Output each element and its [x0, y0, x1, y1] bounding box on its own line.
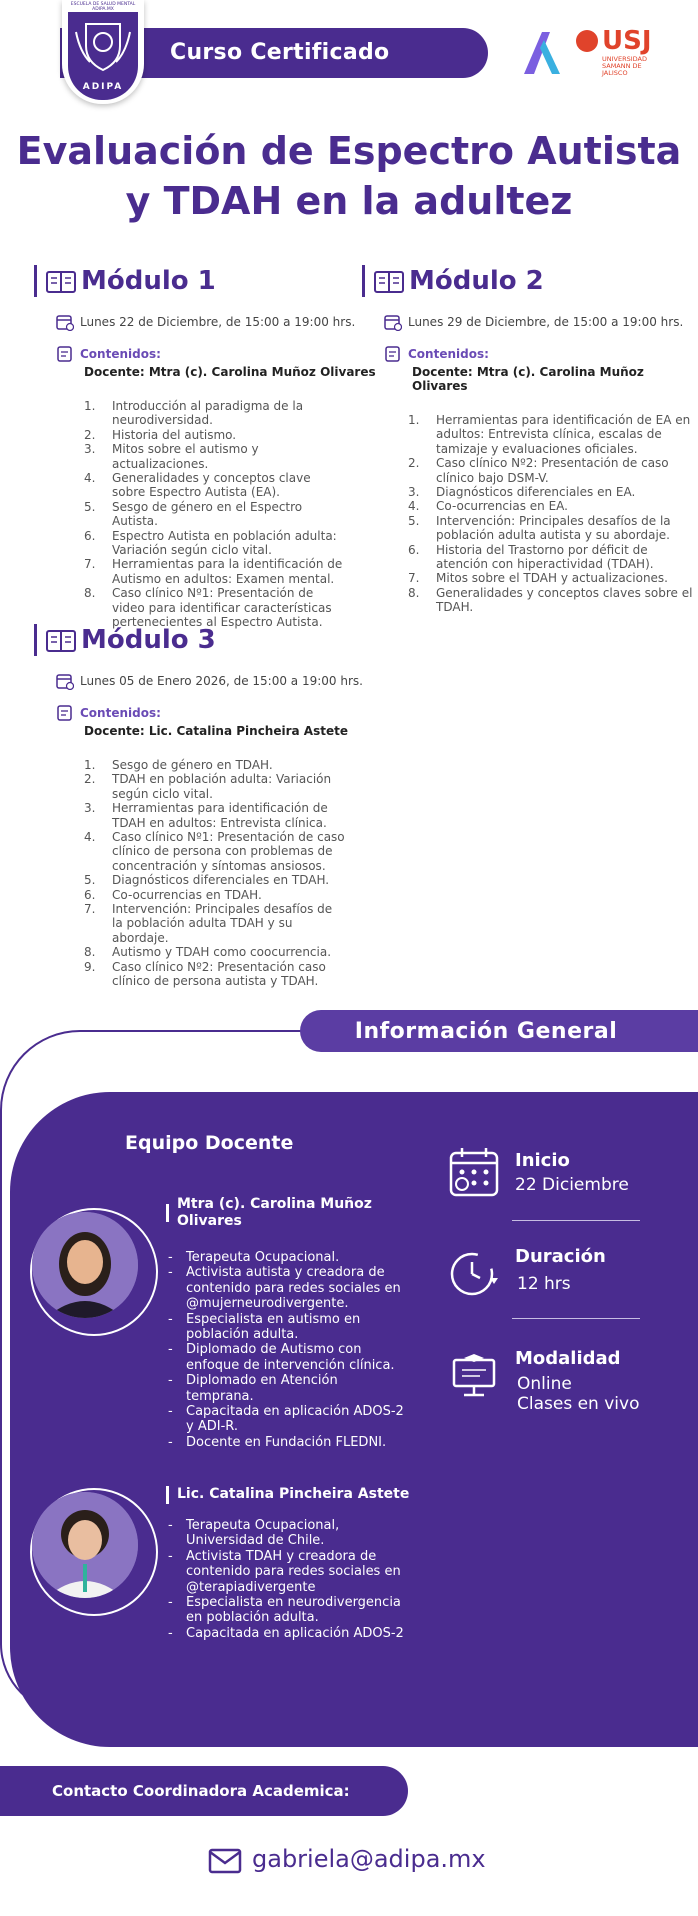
topic-text: Mitos sobre el TDAH y actualizaciones.: [436, 571, 668, 586]
contents-label: Contenidos:: [80, 706, 161, 720]
topic-text: Diagnósticos diferenciales en TDAH.: [112, 873, 330, 888]
topic-item: [84, 758, 346, 772]
credential-item: [168, 1435, 408, 1450]
topic-number: 4.: [84, 830, 96, 845]
topic-text: Caso clínico Nº1: Presentación de caso clínico de persona con problemas de concentración y síntomas ansiosos.: [112, 830, 345, 873]
topic-item: [84, 557, 346, 586]
credential-text: Diplomado en Atención temprana.: [186, 1373, 338, 1404]
credential-item: [168, 1626, 408, 1641]
topic-number: 7.: [84, 902, 96, 917]
bullet-dash: -: [168, 1373, 173, 1389]
teacher-1: [166, 1196, 397, 1230]
topic-text: Caso clínico Nº2: Presentación de caso clínico bajo DSM-V.: [436, 456, 669, 485]
topic-item: [84, 873, 346, 887]
topic-number: 3.: [84, 442, 96, 457]
topic-text: Intervención: Principales desafíos de la población adulta TDAH y su abordaje.: [112, 902, 333, 945]
module-accent-bar: [362, 265, 365, 297]
bullet-dash: -: [168, 1342, 173, 1358]
topic-text: Caso clínico Nº2: Presentación caso clínico de persona autista y TDAH.: [112, 959, 326, 989]
topic-text: Autismo y TDAH como coocurrencia.: [112, 945, 332, 960]
divider: [512, 1318, 640, 1319]
credential-item: [168, 1342, 408, 1373]
bullet-dash: -: [168, 1518, 173, 1533]
topic-item: [84, 529, 346, 558]
mail-icon: [208, 1848, 242, 1874]
book-icon: [45, 625, 77, 655]
credential-item: [168, 1373, 408, 1404]
topic-number: 7.: [84, 557, 96, 572]
credential-item: [168, 1518, 408, 1549]
module-3: [34, 624, 363, 989]
inicio-label: Inicio: [515, 1150, 570, 1171]
topic-number: 6.: [408, 542, 420, 557]
bullet-dash: -: [168, 1311, 173, 1327]
topic-number: 2.: [84, 427, 96, 442]
contents-label: Contenidos:: [408, 347, 489, 361]
credential-text: Especialista en neurodivergencia en población adulta.: [186, 1595, 401, 1626]
book-icon: [373, 266, 405, 296]
avatar: [32, 1492, 138, 1598]
topic-text: Generalidades y conceptos clave sobre Espectro Autista (EA).: [112, 471, 311, 500]
bullet-dash: -: [168, 1595, 173, 1611]
topic-number: 3.: [84, 801, 96, 816]
topic-text: Historia del autismo.: [112, 427, 237, 442]
teacher-accent-bar: [166, 1204, 169, 1222]
module-accent-bar: [34, 265, 37, 297]
bullet-dash: -: [168, 1548, 173, 1564]
module-title: Módulo 1: [81, 266, 216, 296]
topic-text: TDAH en población adulta: Variación según ciclo vital.: [112, 772, 332, 801]
topic-item: [84, 428, 346, 442]
topic-text: Herramientas para la identificación de Autismo en adultos: Examen mental.: [112, 557, 343, 586]
teacher-accent-bar: [166, 1486, 169, 1504]
module-docente: Docente: Mtra (c). Carolina Muñoz Olivares: [84, 365, 376, 379]
credential-text: Activista autista y creadora de contenido para redes sociales en @mujerneurodivergente.: [186, 1265, 401, 1312]
credential-text: Activista TDAH y creadora de contenido para redes sociales en @terapiadivergente: [186, 1548, 401, 1595]
topic-text: Co-ocurrencias en TDAH.: [112, 887, 262, 902]
calendar-icon: [56, 672, 74, 690]
credential-item: [168, 1312, 408, 1343]
topic-item: [84, 945, 346, 959]
credential-item: [168, 1404, 408, 1435]
module-1: [34, 265, 376, 630]
topic-number: 4.: [408, 499, 420, 514]
topic-text: Caso clínico Nº1: Presentación de video para identificar características pertenecientes al Espectro Autista.: [112, 586, 332, 630]
topic-item: [84, 772, 346, 801]
module-docente: Docente: Lic. Catalina Pincheira Astete: [84, 724, 348, 738]
topic-text: Generalidades y conceptos claves sobre el TDAH.: [436, 585, 693, 615]
topic-item: [408, 456, 694, 485]
contact-label: Contacto Coordinadora Academica:: [52, 1782, 350, 1800]
topic-number: 9.: [84, 959, 96, 974]
topic-number: 2.: [408, 456, 420, 471]
teacher-name: Mtra (c). Carolina Muñoz Olivares: [177, 1196, 372, 1229]
modalidad-label: Modalidad: [515, 1348, 621, 1369]
duracion-value: 12 hrs: [517, 1274, 571, 1294]
bullet-dash: -: [168, 1625, 173, 1641]
topics-list: [84, 399, 346, 630]
topic-item: [408, 413, 694, 456]
avatar: [32, 1212, 138, 1318]
topic-text: Sesgo de género en el Espectro Autista.: [112, 499, 303, 529]
topic-item: [84, 830, 346, 873]
module-date: Lunes 22 de Diciembre, de 15:00 a 19:00 hrs.: [80, 315, 356, 329]
topic-item: [408, 586, 694, 615]
teacher-2: [166, 1486, 417, 1504]
module-title: Módulo 2: [409, 266, 544, 296]
inicio-value: 22 Diciembre: [515, 1175, 629, 1195]
topic-text: Intervención: Principales desafíos de la población adulta autista y su abordaje.: [436, 513, 671, 543]
bullet-dash: -: [168, 1434, 173, 1450]
topic-item: [408, 485, 694, 499]
credential-text: Diplomado de Autismo con enfoque de intervención clínica.: [186, 1342, 395, 1373]
logo-school-text: ESCUELA DE SALUD MENTAL ADIPA.MX: [70, 2, 136, 12]
module-docente: Docente: Mtra (c). Carolina Muñoz Olivares: [412, 365, 644, 393]
topic-item: [408, 514, 694, 543]
divider: [512, 1220, 640, 1221]
topic-number: 7.: [408, 571, 420, 586]
topic-number: 6.: [84, 528, 96, 543]
topic-text: Herramientas para identificación de TDAH en adultos: Entrevista clínica.: [112, 801, 328, 830]
topic-text: Espectro Autista en población adulta: Variación según ciclo vital.: [112, 528, 337, 558]
credential-item: [168, 1595, 408, 1626]
credential-text: Capacitada en aplicación ADOS-2: [186, 1625, 404, 1641]
credential-text: Terapeuta Ocupacional, Universidad de Chile.: [186, 1518, 340, 1549]
topic-item: [408, 571, 694, 585]
module-2: [362, 265, 698, 615]
teacher-credentials: [168, 1250, 408, 1450]
title-line-2: y TDAH en la adultez: [125, 179, 573, 223]
teacher-credentials: [168, 1518, 408, 1641]
team-heading: Equipo Docente: [125, 1132, 294, 1154]
info-heading: Información General: [354, 1019, 618, 1044]
topic-item: [84, 902, 346, 945]
person-photo-icon: [32, 1212, 138, 1318]
topic-item: [84, 471, 346, 500]
document-icon: [384, 345, 402, 363]
topic-text: Herramientas para identificación de EA en adultos: Entrevista clínica, escalas de tamizaje y evaluaciones oficiales.: [436, 413, 691, 456]
module-date: Lunes 29 de Diciembre, de 15:00 a 19:00 hrs.: [408, 315, 684, 329]
contents-label: Contenidos:: [80, 347, 161, 361]
modalidad-value-1: Online: [517, 1374, 572, 1394]
adipa-logo: [62, 0, 144, 104]
topic-text: Historia del Trastorno por déficit de atención con hiperactividad (TDAH).: [436, 542, 654, 572]
credential-text: Docente en Fundación FLEDNI.: [186, 1434, 387, 1450]
usj-name: UNIVERSIDAD SAMANN DE JALISCO: [602, 55, 647, 77]
modalidad-value-2: Clases en vivo: [517, 1394, 640, 1414]
contact-email[interactable]: gabriela@adipa.mx: [252, 1845, 486, 1873]
document-icon: [56, 704, 74, 722]
topic-item: [84, 801, 346, 830]
person-photo-icon: [32, 1492, 138, 1598]
module-accent-bar: [34, 624, 37, 656]
topics-list: [84, 758, 346, 989]
topic-number: 4.: [84, 471, 96, 486]
topic-number: 1.: [84, 758, 96, 772]
partner-a-icon: [520, 28, 564, 78]
credential-item: [168, 1265, 408, 1311]
computer-icon: [452, 1352, 496, 1398]
page-title: [0, 126, 698, 226]
topic-text: Diagnósticos diferenciales en EA.: [436, 485, 636, 500]
topic-item: [84, 399, 346, 428]
topic-number: 5.: [84, 873, 96, 888]
topic-item: [84, 500, 346, 529]
bullet-dash: -: [168, 1250, 173, 1265]
bullet-dash: -: [168, 1265, 173, 1281]
topic-item: [84, 960, 346, 989]
credential-item: [168, 1549, 408, 1595]
calendar-icon: [384, 313, 402, 331]
logo-name: ADIPA: [82, 82, 124, 92]
teacher-name: Lic. Catalina Pincheira Astete: [177, 1486, 410, 1502]
topic-text: Sesgo de género en TDAH.: [112, 758, 273, 772]
topic-number: 2.: [84, 772, 96, 787]
topic-number: 8.: [84, 945, 96, 960]
credential-text: Terapeuta Ocupacional.: [186, 1250, 340, 1265]
topic-number: 8.: [84, 586, 96, 601]
topic-number: 8.: [408, 585, 420, 600]
calendar-icon: [56, 313, 74, 331]
module-date: Lunes 05 de Enero 2026, de 15:00 a 19:00 hrs.: [80, 674, 363, 688]
topic-text: Introducción al paradigma de la neurodiversidad.: [112, 399, 304, 428]
topic-item: [408, 499, 694, 513]
calendar-icon: [448, 1146, 500, 1198]
topic-number: 5.: [408, 513, 420, 528]
topic-text: Mitos sobre el autismo y actualizaciones.: [112, 442, 259, 471]
credential-text: Especialista en autismo en población adulta.: [186, 1311, 361, 1343]
credential-text: Capacitada en aplicación ADOS-2 y ADI-R.: [186, 1404, 404, 1435]
topic-number: 1.: [84, 399, 96, 413]
bullet-dash: -: [168, 1404, 173, 1420]
credential-item: [168, 1250, 408, 1265]
topic-item: [84, 442, 346, 471]
usj-emblem-icon: [576, 30, 598, 52]
course-label: Curso Certificado: [170, 40, 390, 65]
topics-list: [408, 413, 694, 615]
book-icon: [45, 266, 77, 296]
topic-item: [84, 888, 346, 902]
duracion-label: Duración: [515, 1246, 606, 1267]
topic-item: [408, 543, 694, 572]
clock-icon: [448, 1248, 500, 1300]
document-icon: [56, 345, 74, 363]
module-title: Módulo 3: [81, 625, 216, 655]
brain-icon: [68, 12, 138, 78]
topic-text: Co-ocurrencias en EA.: [436, 499, 568, 514]
topic-number: 1.: [408, 413, 420, 427]
title-line-1: Evaluación de Espectro Autista: [16, 129, 682, 173]
topic-number: 5.: [84, 499, 96, 514]
usj-logo: USJ: [602, 26, 652, 56]
topic-number: 6.: [84, 887, 96, 902]
topic-number: 3.: [408, 485, 420, 500]
